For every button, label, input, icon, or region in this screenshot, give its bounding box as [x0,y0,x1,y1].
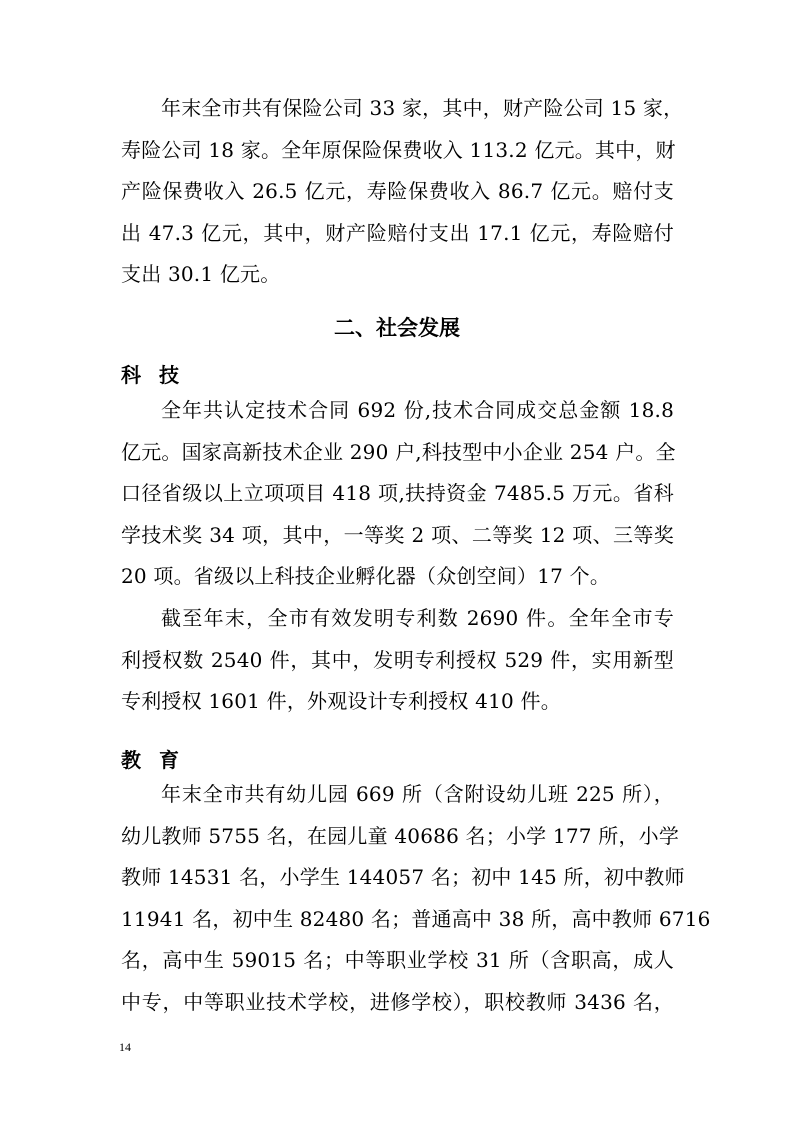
paragraph-line: 口径省级以上立项项目 418 项,扶持资金 7485.5 万元。省科 [121,481,674,506]
paragraph-line: 支出 30.1 亿元。 [121,262,281,287]
education-paragraph [121,774,711,1024]
paragraph-line: 利授权数 2540 件，其中，发明专利授权 529 件，实用新型 [121,647,674,672]
paragraph-line: 专利授权 1601 件，外观设计专利授权 410 件。 [121,689,561,714]
paragraph-line: 产险保费收入 26.5 亿元，寿险保费收入 86.7 亿元。赔付支 [121,179,674,204]
paragraph-line: 亿元。国家高新技术企业 290 户,科技型中小企业 254 户。全 [121,439,676,464]
finance-paragraph [121,88,684,296]
paragraph-line: 名，高中生 59015 名；中等职业学校 31 所（含职高，成人 [121,948,674,973]
paragraph-line: 年末全市共有幼儿园 669 所（含附设幼儿班 225 所）， [161,782,674,806]
science-paragraph-1 [121,390,674,598]
paragraph-line: 全年共认定技术合同 692 份,技术合同成交总金额 18.8 [161,398,674,422]
paragraph-line: 学技术奖 34 项，其中，一等奖 2 项、二等奖 12 项、三等奖 [121,522,674,547]
paragraph-line: 寿险公司 18 家。全年原保险保费收入 113.2 亿元。其中，财 [121,137,676,162]
paragraph-line: 幼儿教师 5755 名，在园儿童 40686 名；小学 177 所，小学 [121,823,680,848]
page-number: 14 [119,1040,131,1054]
science-paragraph-2 [121,598,674,723]
paragraph-line: 20 项。省级以上科技企业孵化器（众创空间）17 个。 [121,564,611,589]
paragraph-line: 11941 名，初中生 82480 名；普通高中 38 所，高中教师 6716 [121,906,711,931]
education-heading: 教育 [121,748,197,772]
paragraph-line: 中专，中等职业技术学校，进修学校），职校教师 3436 名， [121,989,674,1014]
science-heading: 科技 [121,363,197,387]
section-title: 二、社会发展 [334,316,460,340]
paragraph-line: 年末全市共有保险公司 33 家，其中，财产险公司 15 家， [161,96,684,120]
paragraph-line: 截至年末，全市有效发明专利数 2690 件。全年全市专 [161,606,674,630]
paragraph-line: 出 47.3 亿元，其中，财产险赔付支出 17.1 亿元，寿险赔付 [121,220,674,245]
paragraph-line: 教师 14531 名，小学生 144057 名；初中 145 所，初中教师 [121,865,685,890]
